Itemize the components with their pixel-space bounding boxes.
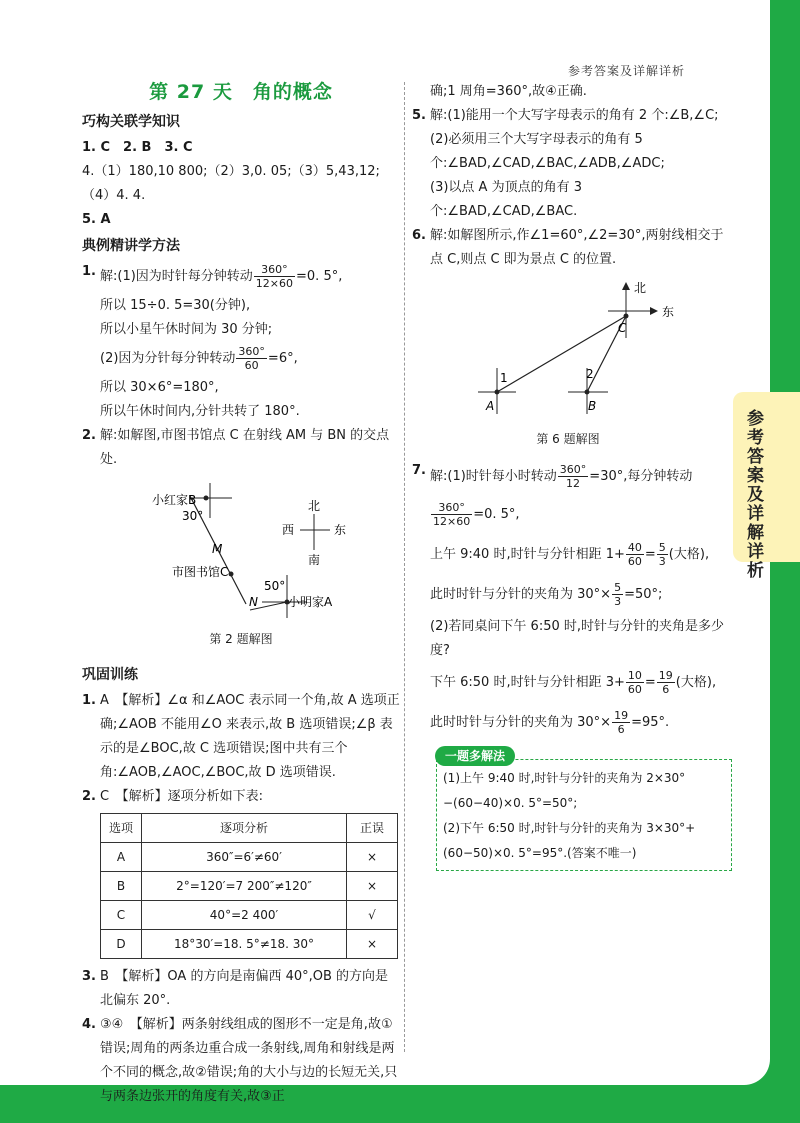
answer-text: (2)必须用三个大写字母表示的角有 5 个:∠BAD,∠CAD,∠BAC,∠ADB,∠ADC; [430, 132, 665, 171]
answer-text: 此时时针与分针的夹角为 30°× [430, 715, 612, 730]
label-c: C [618, 321, 627, 335]
answer-text: 解:(1)时针每小时转动 [430, 469, 557, 484]
section-heading: 典例精讲学方法 [82, 238, 180, 254]
fraction: $\frac{5}{3}$ [614, 581, 622, 608]
table-cell: A [101, 843, 142, 872]
label-angle-50: 50° [264, 579, 286, 593]
answer-text: (3)以点 A 为顶点的角有 3 个:∠BAD,∠CAD,∠BAC. [430, 180, 582, 219]
table-row [101, 872, 398, 901]
compass-east: 东 [334, 523, 347, 537]
table-header: 选项 [101, 814, 142, 843]
answer-text: ③④ 【解析】两条射线组成的图形不一定是角,故①错误;周角的两条边重合成一条射线,周角和射线是两个不同的概念,故②错误;角的大小与边的长短无关,只与两条边张开的角度有关,故③正 [100, 1017, 398, 1104]
fraction: $\frac{5}{3}$ [658, 541, 666, 568]
answer-text: (2)若同桌问下午 6:50 时,时针与分针的夹角是多少度? [430, 619, 725, 658]
fraction: $\frac{19}{6}$ [614, 709, 629, 736]
map-figure-2 [82, 478, 400, 618]
compass-west: 西 [282, 523, 295, 537]
question-7 [412, 459, 724, 743]
fraction: $\frac{19}{6}$ [658, 669, 673, 696]
fraction: $\frac{40}{60}$ [627, 541, 642, 568]
answer-text: 所以小星午休时间为 30 分钟; [100, 322, 273, 337]
section-heading: 巩固训练 [82, 667, 138, 683]
answer-text: (大格), [675, 675, 717, 690]
table-cell: 18°30′=18. 5°≠18. 30° [142, 930, 347, 959]
table-cell: D [101, 930, 142, 959]
answer-text: (大格), [668, 547, 710, 562]
table-cell: 40°=2 400′ [142, 901, 347, 930]
table-header: 逐项分析 [142, 814, 347, 843]
label-library: 市图书馆C [172, 565, 229, 579]
table-header: 正误 [347, 814, 398, 843]
label-n: N [249, 595, 258, 609]
question-number: 1. [82, 693, 96, 708]
analysis-table [100, 813, 398, 959]
practice-4 [82, 1013, 400, 1109]
table-cell: × [347, 872, 398, 901]
answer-text: =95°. [631, 715, 670, 730]
answer-text: =0. 5°, [296, 269, 343, 284]
figure-caption: 第 6 题解图 [536, 432, 600, 446]
compass-east: 东 [662, 305, 675, 319]
question-number: 1. [82, 264, 96, 279]
question-number: 6. [412, 228, 426, 243]
table-cell: × [347, 930, 398, 959]
table-cell: C [101, 901, 142, 930]
answer-text: 解:如解图,市图书馆点 C 在射线 AM 与 BN 的交点处. [100, 428, 390, 467]
fraction: $\frac{360^\circ}{12\times 60}$ [433, 501, 471, 528]
answer-text: (2)下午 6:50 时,时针与分针的夹角为 3×30°+(60−50)×0. 5°=95°.(答案不唯一) [443, 821, 696, 860]
side-tab-label: 参考答案及详解详析 [747, 409, 764, 581]
answer-text: =0. 5°, [473, 507, 520, 522]
table-cell: √ [347, 901, 398, 930]
table-row [101, 930, 398, 959]
answer-text: C 【解析】逐项分析如下表: [100, 789, 263, 804]
label-a: A [486, 399, 495, 413]
answer-text: 上午 9:40 时,时针与分针相距 1+ [430, 547, 625, 562]
label-angle-1: 1 [500, 371, 508, 385]
answer-text: 所以 15÷0. 5=30(分钟), [100, 298, 251, 313]
answer-text: 所以 30×6°=180°, [100, 380, 219, 395]
answer-line: 4.（1）180,10 800;（2）3,0. 05;（3）5,43,12;（4）4. 4. [82, 164, 380, 203]
table-header-row [101, 814, 398, 843]
label-angle-2: 2 [586, 367, 594, 381]
compass-north: 北 [634, 281, 647, 295]
answer-text: 下午 6:50 时,时针与分针相距 3+ [430, 675, 625, 690]
answer-text: =30°,每分钟转动 [589, 469, 693, 484]
label-m: M [212, 542, 223, 556]
label-home-a: 小明家A [288, 595, 333, 609]
answer-text: = [644, 547, 656, 562]
multi-solution-badge: 一题多解法 [435, 746, 515, 766]
table-row [101, 901, 398, 930]
question-number: 2. [82, 428, 96, 443]
multi-solution-box [436, 749, 732, 871]
compass-south: 南 [308, 553, 321, 567]
answer-line: 1. C 2. B 3. C [82, 140, 193, 155]
practice-3 [82, 965, 400, 1013]
running-header: 参考答案及详解详析 [567, 64, 685, 78]
answer-text: (2)因为分针每分钟转动 [100, 351, 236, 366]
fraction: $\frac{360^\circ}{12}$ [559, 463, 587, 490]
map-figure-6 [412, 278, 724, 418]
side-tab [733, 392, 800, 581]
right-column [412, 80, 724, 871]
compass-north: 北 [308, 499, 321, 513]
question-number: 3. [82, 969, 96, 984]
table-cell: × [347, 843, 398, 872]
question-number: 5. [412, 108, 426, 123]
answer-text: A 【解析】∠α 和∠AOC 表示同一个角,故 A 选项正确;∠AOB 不能用∠O 来表示,故 B 选项错误;∠β 表示的是∠BOC,故 C 选项错误;图中共有三个角:∠AOB,∠AOC,∠BOC,故 D 选项错误. [100, 693, 400, 780]
figure-caption: 第 2 题解图 [209, 632, 273, 646]
column-divider [404, 82, 405, 1052]
table-cell: 360″=6′≠60′ [142, 843, 347, 872]
answer-text: 确;1 周角=360°,故④正确. [430, 84, 587, 99]
label-home-b: 小红家B [152, 493, 197, 507]
table-row [101, 843, 398, 872]
question-1 [82, 260, 400, 424]
left-column [82, 80, 400, 1109]
question-6 [412, 224, 724, 272]
answer-text: 此时时针与分针的夹角为 30°× [430, 587, 612, 602]
answer-text: (1)上午 9:40 时,时针与分针的夹角为 2×30°−(60−40)×0. 5°=50°; [443, 771, 686, 810]
practice-1 [82, 689, 400, 785]
answer-text: 解:(1)因为时针每分钟转动 [100, 269, 253, 284]
question-5 [412, 104, 724, 224]
section-heading: 巧构关联学知识 [82, 114, 180, 130]
answer-text: 解:如解图所示,作∠1=60°,∠2=30°,两射线相交于点 C,则点 C 即为景点 C 的位置. [430, 228, 724, 267]
page-title: 第 27 天 角的概念 [149, 81, 333, 103]
fraction: $\frac{360^\circ}{60}$ [238, 345, 265, 372]
answer-text: = [644, 675, 656, 690]
label-b: B [588, 399, 597, 413]
question-number: 2. [82, 789, 96, 804]
fraction: $\frac{10}{60}$ [627, 669, 642, 696]
answer-text: B 【解析】OA 的方向是南偏西 40°,OB 的方向是北偏东 20°. [100, 969, 389, 1008]
table-cell: B [101, 872, 142, 901]
practice-2 [82, 785, 400, 809]
answer-text: =6°, [267, 351, 298, 366]
question-2 [82, 424, 400, 472]
fraction: $\frac{360^\circ}{12\times 60}$ [255, 263, 294, 290]
answer-text: 所以午休时间内,分针共转了 180°. [100, 404, 300, 419]
answer-text: 解:(1)能用一个大写字母表示的角有 2 个:∠B,∠C; [430, 108, 719, 123]
table-cell: 2°=120′=7 200″≠120″ [142, 872, 347, 901]
question-number: 4. [82, 1017, 96, 1032]
question-number: 7. [412, 463, 426, 478]
answer-line: 5. A [82, 212, 111, 227]
answer-text: =50°; [624, 587, 663, 602]
label-angle-30: 30° [182, 509, 204, 523]
